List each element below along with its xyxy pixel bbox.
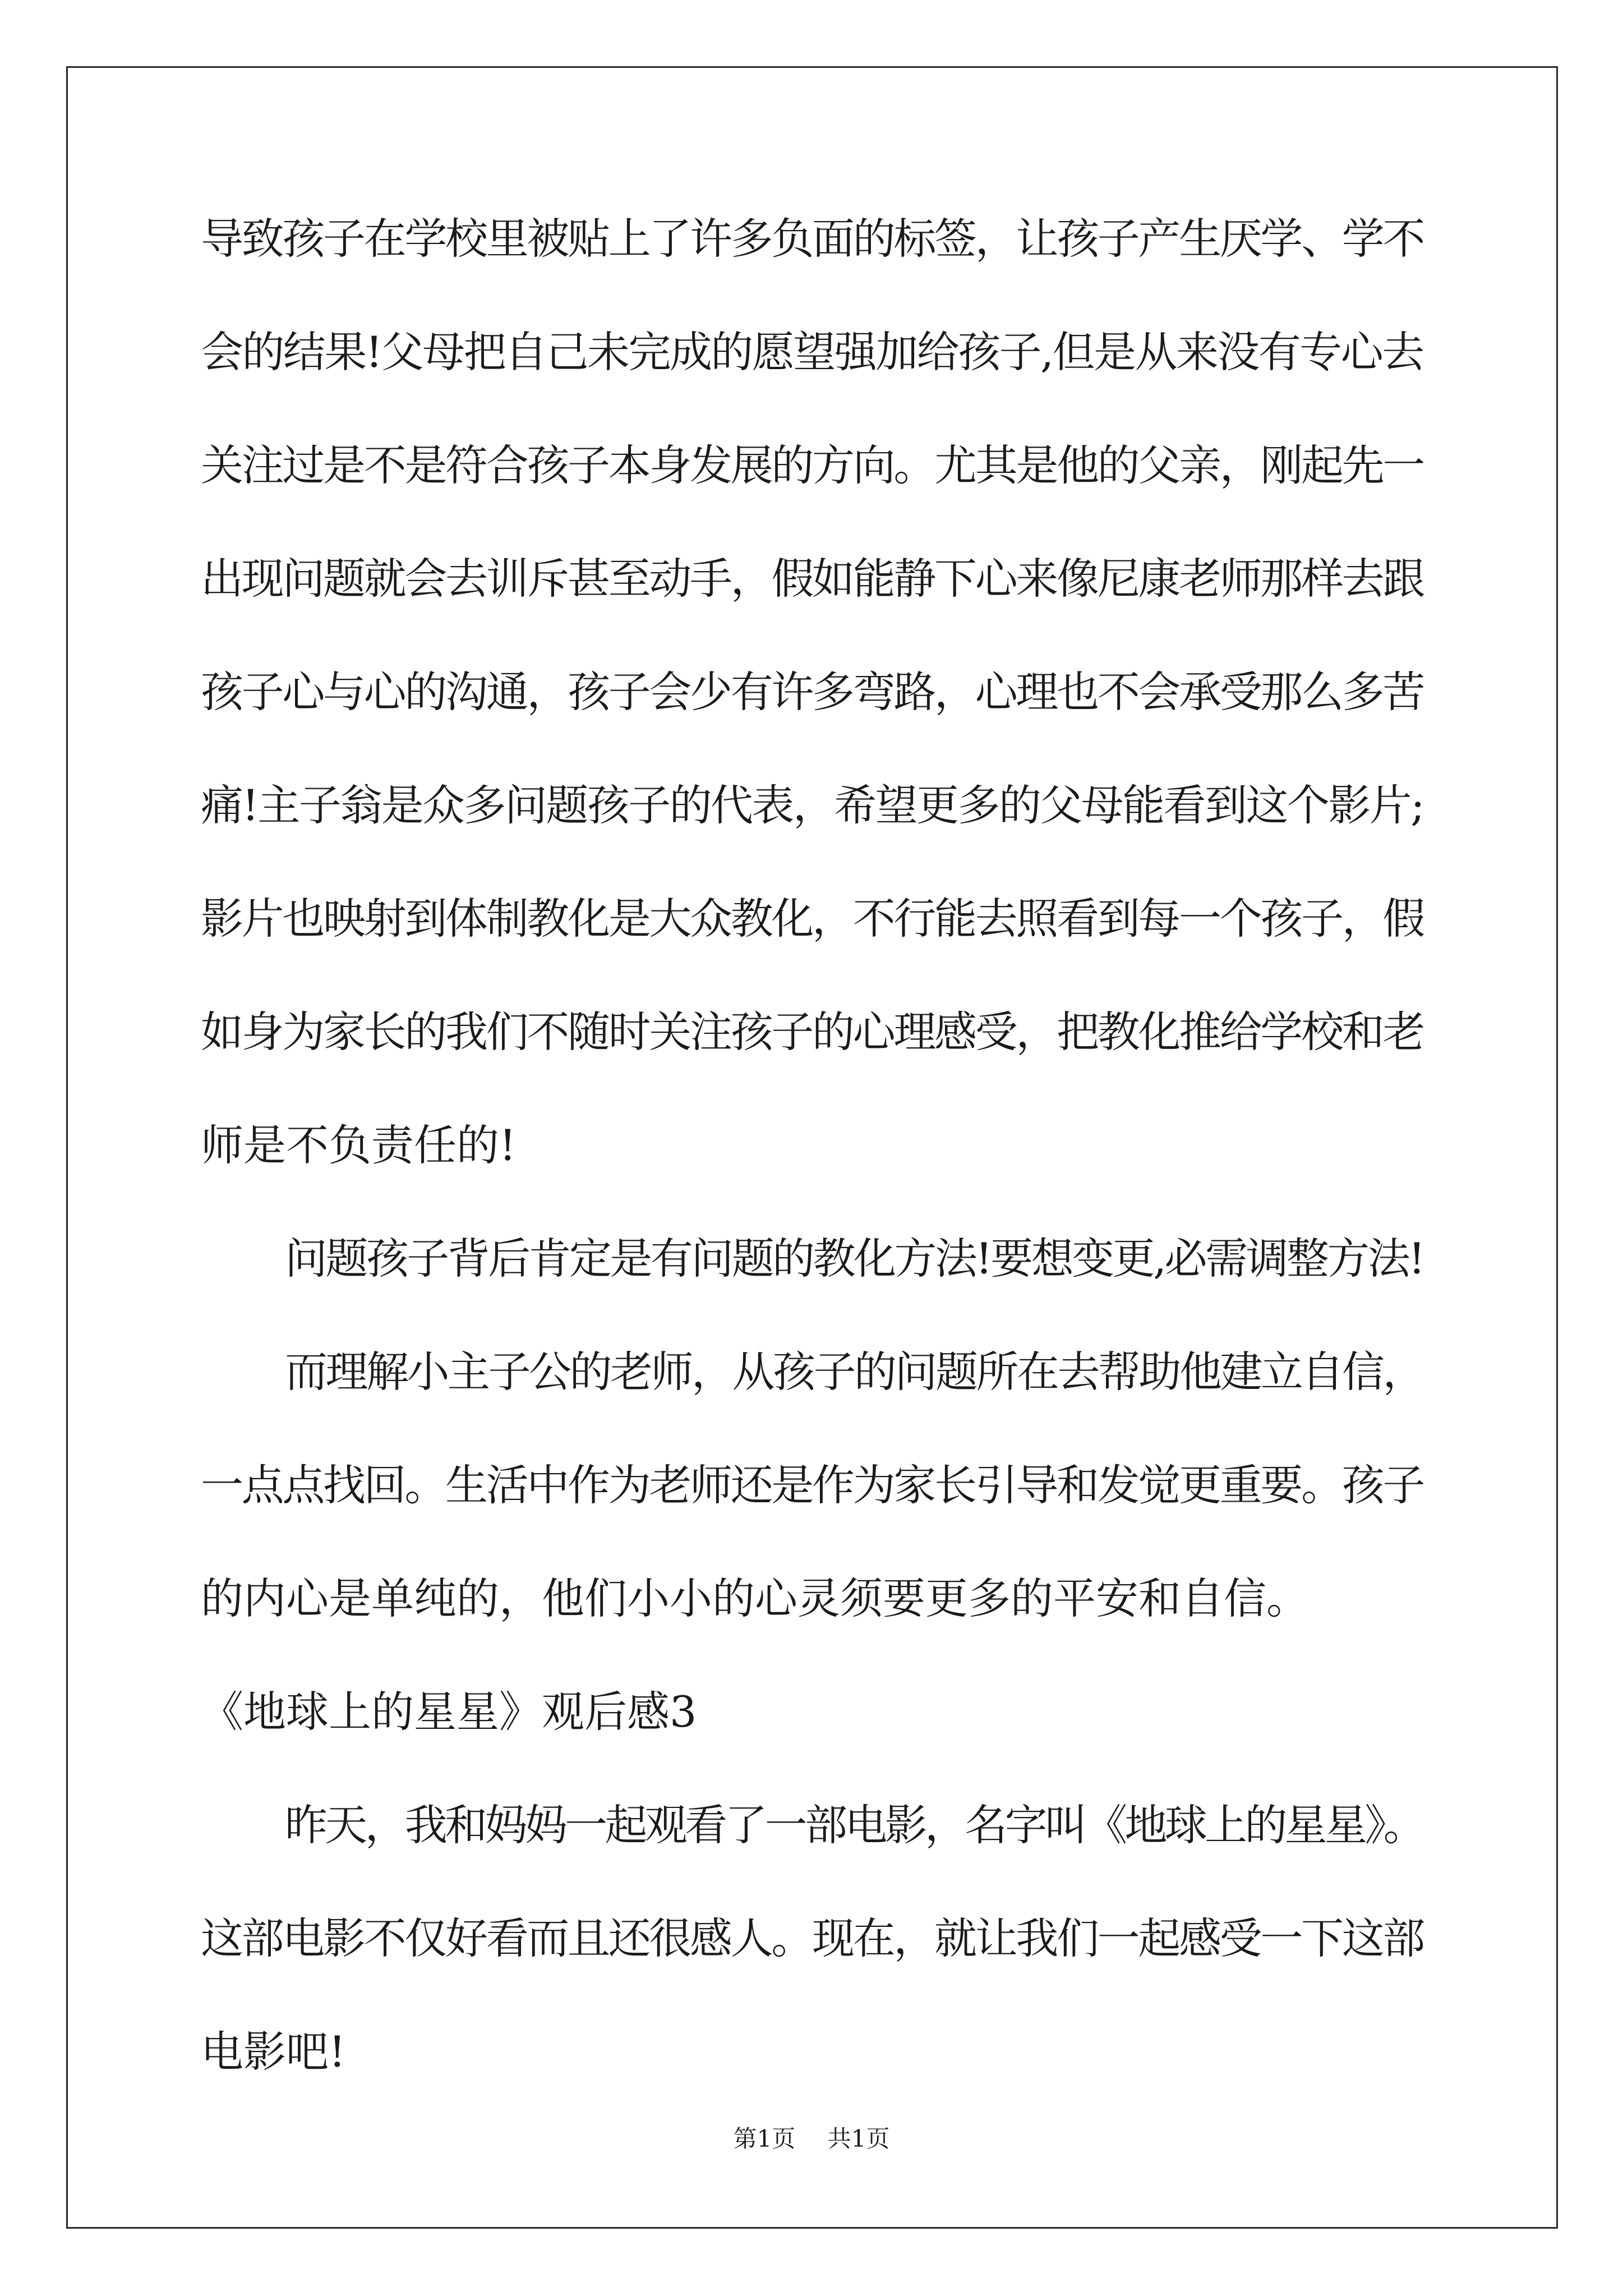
page-total: 共1页 <box>827 2125 890 2152</box>
document-body <box>201 214 1424 2144</box>
text-line: 导致孩子在学校里被贴上了许多负面的标签，让孩子产生厌学、学不 <box>201 214 1424 264</box>
page-footer <box>0 2125 1623 2153</box>
text-line: 电影吧! <box>201 2027 346 2077</box>
text-line: 出现问题就会去训斥甚至动手，假如能静下心来像尼康老师那样去跟 <box>201 554 1424 604</box>
text-line: 一点点找回。生活中作为老师还是作为家长引导和发觉更重要。孩子 <box>201 1460 1424 1510</box>
text-line: 痛!主子翁是众多问题孩子的代表，希望更多的父母能看到这个影片; <box>201 780 1424 830</box>
paragraph-first-line: 问题孩子背后肯定是有问题的教化方法!要想变更,必需调整方法! <box>285 1234 1424 1283</box>
text-line: 如身为家长的我们不随时关注孩子的心理感受，把教化推给学校和老 <box>201 1007 1424 1057</box>
paragraph-first-line: 昨天，我和妈妈一起观看了一部电影，名字叫《地球上的星星》。 <box>285 1800 1423 1850</box>
text-line: 的内心是单纯的，他们小小的心灵须要更多的平安和自信。 <box>201 1573 1309 1623</box>
text-line: 孩子心与心的沟通，孩子会少有许多弯路，心理也不会承受那么多苦 <box>201 667 1424 717</box>
page-number: 第1页 <box>733 2125 796 2152</box>
text-line: 影片也映射到体制教化是大众教化，不行能去照看到每一个孩子，假 <box>201 894 1424 944</box>
text-line: 这部电影不仅好看而且还很感人。现在，就让我们一起感受一下这部 <box>201 1913 1424 1963</box>
paragraph-first-line: 而理解小主子公的老师，从孩子的问题所在去帮助他建立自信， <box>285 1347 1423 1397</box>
text-line: 会的结果!父母把自己未完成的愿望强加给孩子,但是从来没有专心去 <box>201 327 1423 377</box>
text-line: 师是不负责任的! <box>201 1120 517 1170</box>
text-line: 关注过是不是符合孩子本身发展的方向。尤其是他的父亲，刚起先一 <box>201 440 1424 490</box>
section-heading: 《地球上的星星》观后感3 <box>201 1687 697 1737</box>
